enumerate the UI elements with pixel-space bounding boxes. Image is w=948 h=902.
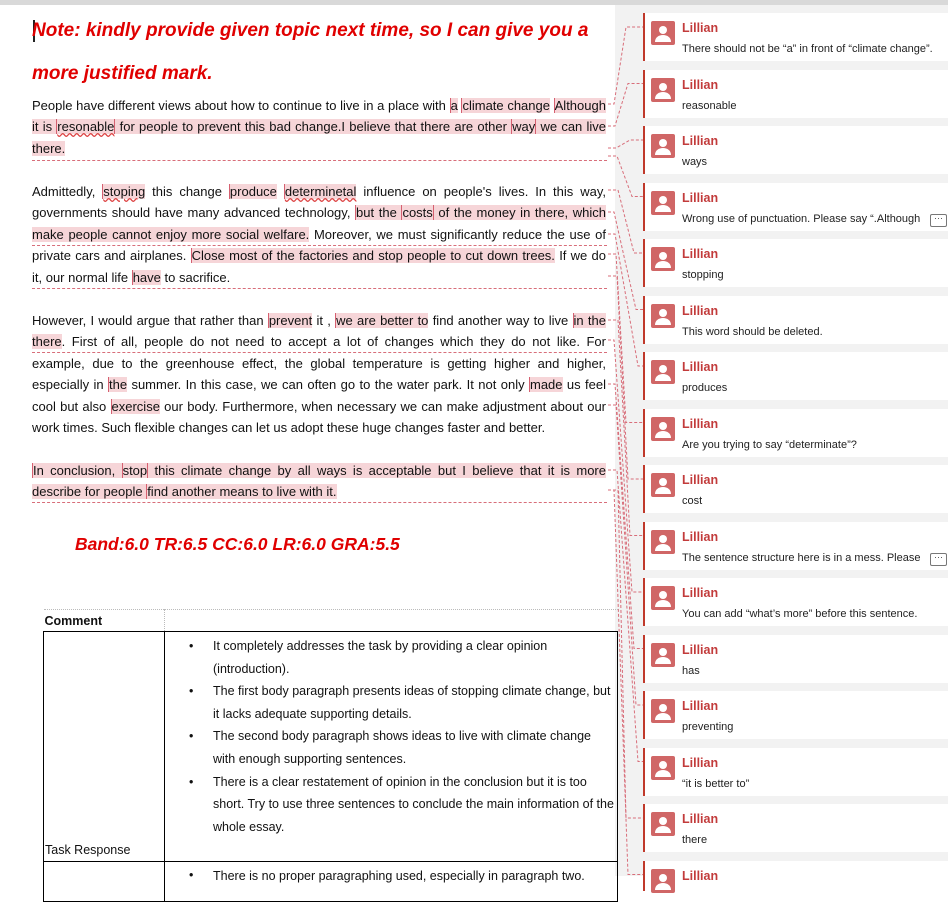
comment-balloon[interactable] <box>643 183 948 231</box>
comment-balloon[interactable] <box>643 578 948 626</box>
comment-balloon[interactable] <box>643 409 948 457</box>
user-avatar-icon <box>651 530 675 554</box>
connector-line <box>608 276 643 479</box>
highlighted-text: stop <box>122 463 148 478</box>
text-run: to sacrifice. <box>160 269 231 285</box>
highlighted-text: In conclusion, <box>33 463 122 478</box>
user-avatar-icon <box>651 869 675 893</box>
highlighted-text: made <box>529 377 563 393</box>
comment-balloon[interactable] <box>643 804 948 852</box>
comment-balloon[interactable] <box>643 13 948 61</box>
highlighted-text: the <box>108 377 128 393</box>
user-avatar-icon <box>651 417 675 441</box>
band-score: Band:6.0 TR:6.5 CC:6.0 LR:6.0 GRA:5.5 <box>75 534 400 554</box>
highlighted-text: stoping <box>103 184 146 199</box>
highlighted-text: exercise <box>111 398 160 414</box>
user-avatar-icon <box>651 643 675 667</box>
comment-text: This word should be deleted. <box>682 325 823 338</box>
comment-author: Lillian <box>682 699 719 713</box>
list-item: • There is no proper paragraphing used, especially in paragraph two. <box>165 865 615 886</box>
comment-author: Lillian <box>682 21 719 35</box>
text-run: find another way to live <box>428 313 573 328</box>
comment-text: has <box>682 664 700 677</box>
text-run: this change <box>145 184 229 199</box>
comment-text: The sentence structure here is in a mess. Please <box>682 551 921 564</box>
highlighted-text: determinetal <box>284 184 357 199</box>
comment-balloon[interactable] <box>643 522 948 570</box>
list-item: • It completely addresses the task by providing a clear opinion (introduction). <box>165 635 615 680</box>
highlighted-text: costs <box>402 205 433 221</box>
annotation-underline <box>32 502 607 503</box>
text-run: Moreover, we must significantly reduce the use of private cars and airplanes. <box>32 226 607 264</box>
comment-balloon[interactable] <box>643 748 948 796</box>
highlighted-text: this climate change by all ways is acceptable but I believe that it is more describe for people <box>32 463 606 500</box>
user-avatar-icon <box>651 134 675 158</box>
note-line-1: Note: kindly provide given topic next time, so I can give you a <box>32 20 589 41</box>
more-options-button[interactable]: ··· <box>930 553 947 566</box>
comment-author: Lillian <box>682 360 719 374</box>
user-avatar-icon <box>651 360 675 384</box>
user-avatar-icon <box>651 473 675 497</box>
comment-author: Lillian <box>682 416 719 431</box>
text-run: influence on people's lives. In this way, governments should have many advanced technology, <box>32 184 606 221</box>
comment-text: there <box>682 834 708 846</box>
comment-text: cost <box>682 495 703 507</box>
user-avatar-icon <box>651 191 675 215</box>
comment-text: You can add “what’s more” before this sentence. <box>682 608 918 620</box>
highlighted-text: resonable <box>57 119 115 135</box>
user-avatar-icon <box>651 78 675 102</box>
highlighted-text: we are better to <box>336 313 429 328</box>
comment-author: Lillian <box>682 529 719 544</box>
essay-paragraph-1[interactable] <box>32 95 606 159</box>
comment-balloon[interactable] <box>643 70 948 118</box>
comment-text: Are you trying to say “determinate”? <box>682 438 857 451</box>
highlighted-text: produce <box>229 184 277 199</box>
comment-author: Lillian <box>682 642 719 657</box>
connector-line <box>608 84 643 127</box>
highlighted-text: way <box>512 119 536 135</box>
more-options-button[interactable]: ··· <box>930 214 947 227</box>
text-run: . First of all, people do not need to accept a lot of changes which they do not like. For example, due to the greenhouse effect, the global temperature is getting higher and higher, especially in <box>32 334 606 393</box>
connector-line <box>608 254 643 423</box>
text-run: People have different views about how to continue to live in a place with <box>32 98 450 113</box>
comment-author: Lillian <box>682 247 719 261</box>
connector-line <box>608 140 643 148</box>
comment-text: Wrong use of punctuation. Please say “.Although <box>682 212 921 225</box>
text-run: our body. Furthermore, when necessary we can make adjustment about our work times. Such flexible changes can let us adopt these huge changes faster and better. <box>32 398 607 436</box>
list-item: • The second body paragraph shows ideas to live with climate change with enough supporting sentences. <box>165 725 615 770</box>
highlighted-text: of the money in there, which make people cannot enjoy more social welfare. <box>32 205 607 242</box>
comment-author: Lillian <box>682 473 719 487</box>
highlighted-text: we can live there. <box>32 119 606 156</box>
highlighted-text: prevent <box>268 313 313 328</box>
comment-text: There should not be “a” in front of “climate change”. <box>682 43 933 55</box>
comment-author: Lillian <box>682 868 719 883</box>
annotation-underline <box>32 245 607 246</box>
comment-balloon[interactable] <box>643 239 948 287</box>
highlighted-text: find another means to live with it. <box>147 484 337 500</box>
highlighted-text: Although it is <box>32 98 606 135</box>
comment-author: Lillian <box>682 586 719 600</box>
note-line-2: more justified mark. <box>32 63 213 84</box>
text-run: summer. In this case, we can often go to the water park. It not only <box>127 377 529 393</box>
list-item: • The first body paragraph presents ideas of stopping climate change, but it lacks adequate supporting details. <box>165 680 615 725</box>
comment-author: Lillian <box>682 812 719 826</box>
text-run: However, I would argue that rather than <box>32 313 268 328</box>
essay-paragraph-3[interactable] <box>32 310 606 438</box>
text-run: us feel cool but also <box>32 377 606 414</box>
connector-line <box>608 212 643 310</box>
user-avatar-icon <box>651 247 675 271</box>
highlighted-text: in the there <box>32 313 607 350</box>
annotation-underline <box>32 160 607 161</box>
user-avatar-icon <box>651 586 675 610</box>
text-run: If we do it, our normal life <box>32 248 606 285</box>
highlighted-text: climate change <box>462 98 550 113</box>
annotation-underline <box>32 352 607 353</box>
user-avatar-icon <box>651 812 675 836</box>
text-run <box>277 184 284 199</box>
highlighted-text: have <box>132 269 161 285</box>
task-response-label: Task Response <box>45 843 131 857</box>
list-item: • There is a clear restatement of opinion in the conclusion but it is too short. Try to use three sentences to conclude the main information of the whole essay. <box>165 771 615 839</box>
comment-balloon[interactable] <box>643 296 948 344</box>
user-avatar-icon <box>651 699 675 723</box>
comment-author: Lillian <box>682 303 719 318</box>
essay-paragraph-4[interactable] <box>32 460 606 503</box>
highlighted-text: Close most of the factories and stop people to cut down trees. <box>191 248 555 264</box>
comment-balloon[interactable] <box>643 465 948 513</box>
comment-table-header: Comment <box>44 614 103 628</box>
comment-balloon[interactable] <box>643 691 948 739</box>
comment-table <box>43 609 618 902</box>
comment-text: preventing <box>682 721 734 733</box>
comment-text: “it is better to” <box>682 777 750 790</box>
text-run: Admittedly, <box>32 184 103 199</box>
comment-list <box>643 5 948 883</box>
comment-text: ways <box>682 156 708 168</box>
highlighted-text: a <box>450 98 458 113</box>
user-avatar-icon <box>651 21 675 45</box>
text-run: it , <box>312 313 336 328</box>
comment-author: Lillian <box>682 755 719 770</box>
task-response-bullets <box>165 632 617 842</box>
connector-line <box>608 190 643 253</box>
comment-author: Lillian <box>682 77 719 92</box>
highlighted-text: for people to prevent this bad change.I believe that there are other <box>115 119 512 135</box>
user-avatar-icon <box>651 756 675 780</box>
comment-text: produces <box>682 382 728 394</box>
user-avatar-icon <box>651 304 675 328</box>
comment-balloon[interactable] <box>643 352 948 400</box>
essay-paragraph-2[interactable] <box>32 181 606 288</box>
comment-text: stopping <box>682 269 724 281</box>
comment-balloon[interactable] <box>643 126 948 174</box>
highlighted-text: but the <box>356 205 402 221</box>
annotation-underline <box>32 288 607 289</box>
comment-author: Lillian <box>682 134 719 148</box>
comment-text: reasonable <box>682 99 737 112</box>
comment-balloon[interactable] <box>643 635 948 683</box>
comment-author: Lillian <box>682 190 719 205</box>
